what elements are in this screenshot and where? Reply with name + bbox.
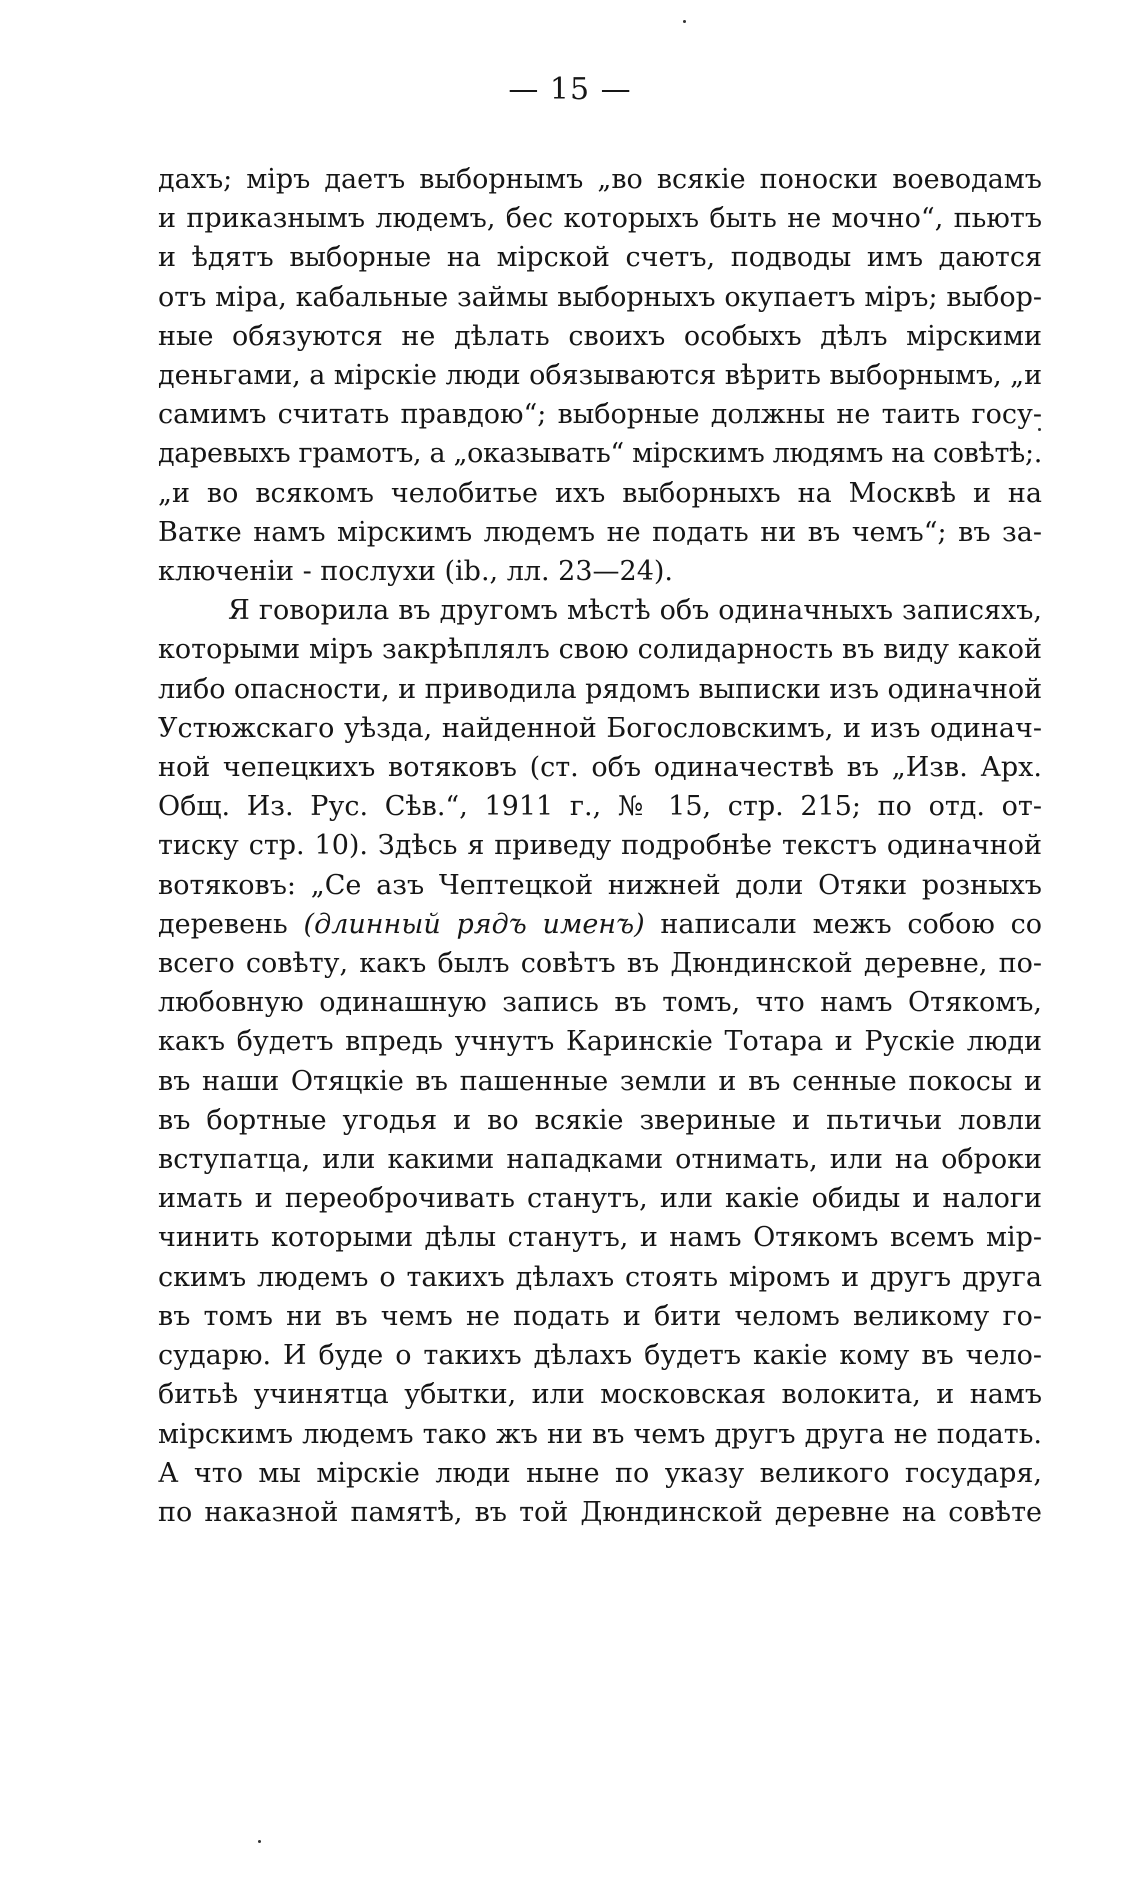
text-line: сударю. И буде о такихъ дѣлахъ будетъ какіе кому въ чело- <box>158 1340 1042 1372</box>
text-line: ключеніи - послухи (ib., лл. 23—24). <box>158 556 673 588</box>
text-line: и ѣдятъ выборные на мірской счетъ, подводы имъ даются <box>158 242 1042 274</box>
text-line: скимъ людемъ о такихъ дѣлахъ стоять міромъ и другъ друга <box>158 1261 1042 1293</box>
text-line: Устюжскаго уѣзда, найденной Богословскимъ, и изъ одинач- <box>158 712 1042 744</box>
paragraph-2 <box>158 591 1042 1532</box>
text-line: Общ. Из. Рус. Сѣв.“, 1911 г., № 15, стр. 215; по отд. от- <box>158 791 1042 823</box>
text-line: отъ міра, кабальные займы выборныхъ окупаетъ міръ; выбор- <box>158 281 1042 313</box>
body-text <box>158 160 1042 1532</box>
text-line: „и во всякомъ челобитье ихъ выборныхъ на Москвѣ и на <box>158 477 1042 509</box>
text-line: чинить которыми дѣлы станутъ, и намъ Отякомъ всемъ мір- <box>158 1222 1042 1254</box>
text-line: ной чепецкихъ вотяковъ (ст. объ одиначествѣ въ „Изв. Арх. <box>158 752 1042 784</box>
paragraph-1 <box>158 160 1042 591</box>
text-line: мірскимъ людемъ тако жъ ни въ чемъ другъ друга не подать. <box>158 1418 1042 1450</box>
text-line: либо опасности, и приводила рядомъ выписки изъ одиначной <box>158 673 1043 705</box>
text-fragment: деревень <box>158 908 288 940</box>
text-line: по наказной памятѣ, въ той Дюндинской деревне на совѣте <box>158 1496 1042 1528</box>
text-line: А что мы мірскіе люди ныне по указу великого государя, <box>158 1457 1042 1489</box>
text-line: самимъ считать правдою“; выборные должны не таить госу- <box>158 399 1042 431</box>
page-number: — 15 — <box>508 72 632 107</box>
text-line: какъ будетъ впредь учнутъ Каринскіе Тотара и Рускіе люди <box>158 1026 1042 1058</box>
text-line: Я говорила въ другомъ мѣстѣ объ одиначныхъ записяхъ, <box>228 595 1042 627</box>
text-line: любовную одинашную запись въ томъ, что намъ Отякомъ, <box>158 987 1042 1019</box>
text-line: дахъ; міръ даетъ выборнымъ „во всякіе поноски воеводамъ <box>158 164 1042 195</box>
text-line: которыми міръ закрѣплялъ свою солидарность въ виду какой <box>158 634 1042 666</box>
text-line: деньгами, а мірскіе люди обязываются вѣрить выборнымъ, „и <box>158 360 1043 392</box>
text-fragment: написали межъ собою со <box>660 908 1042 940</box>
text-line: въ наши Отяцкіе въ пашенные земли и въ сенные покосы и <box>158 1065 1042 1097</box>
text-line: и приказнымъ людемъ, бес которыхъ быть не мочно“, пьютъ <box>158 203 1042 235</box>
text-line: въ томъ ни въ чемъ не подать и бити челомъ великому го- <box>158 1300 1042 1332</box>
text-line: Ватке намъ мірскимъ людемъ не подать ни въ чемъ“; въ за- <box>158 516 1042 548</box>
text-line: битьѣ учинятца убытки, или московская волокита, и намъ <box>158 1379 1042 1411</box>
text-line: въ бортные угодья и во всякіе звериные и пьтичьи ловли <box>158 1104 1042 1136</box>
text-line: тиску стр. 10). Здѣсь я приведу подробнѣе текстъ одиначной <box>158 830 1042 862</box>
text-line: вотяковъ: „Се азъ Чептецкой нижней доли Отяки розныхъ <box>158 869 1042 901</box>
text-line-with-italic <box>158 905 1042 944</box>
text-line: имать и переоброчивать станутъ, или какіе обиды и налоги <box>158 1183 1042 1215</box>
print-speck <box>683 20 686 23</box>
text-line: даревыхъ грамотъ, а „оказывать“ мірскимъ людямъ на совѣтѣ;. <box>158 438 1042 470</box>
text-line: всего совѣту, какъ былъ совѣтъ въ Дюндинской деревне, по- <box>158 948 1042 980</box>
print-speck <box>258 1840 261 1843</box>
text-line: вступатца, или какими нападками отнимать, или на оброки <box>158 1144 1042 1176</box>
italic-phrase: (длинный рядъ именъ) <box>303 908 645 940</box>
text-line: ные обязуются не дѣлать своихъ особыхъ дѣлъ мірскими <box>158 320 1042 352</box>
